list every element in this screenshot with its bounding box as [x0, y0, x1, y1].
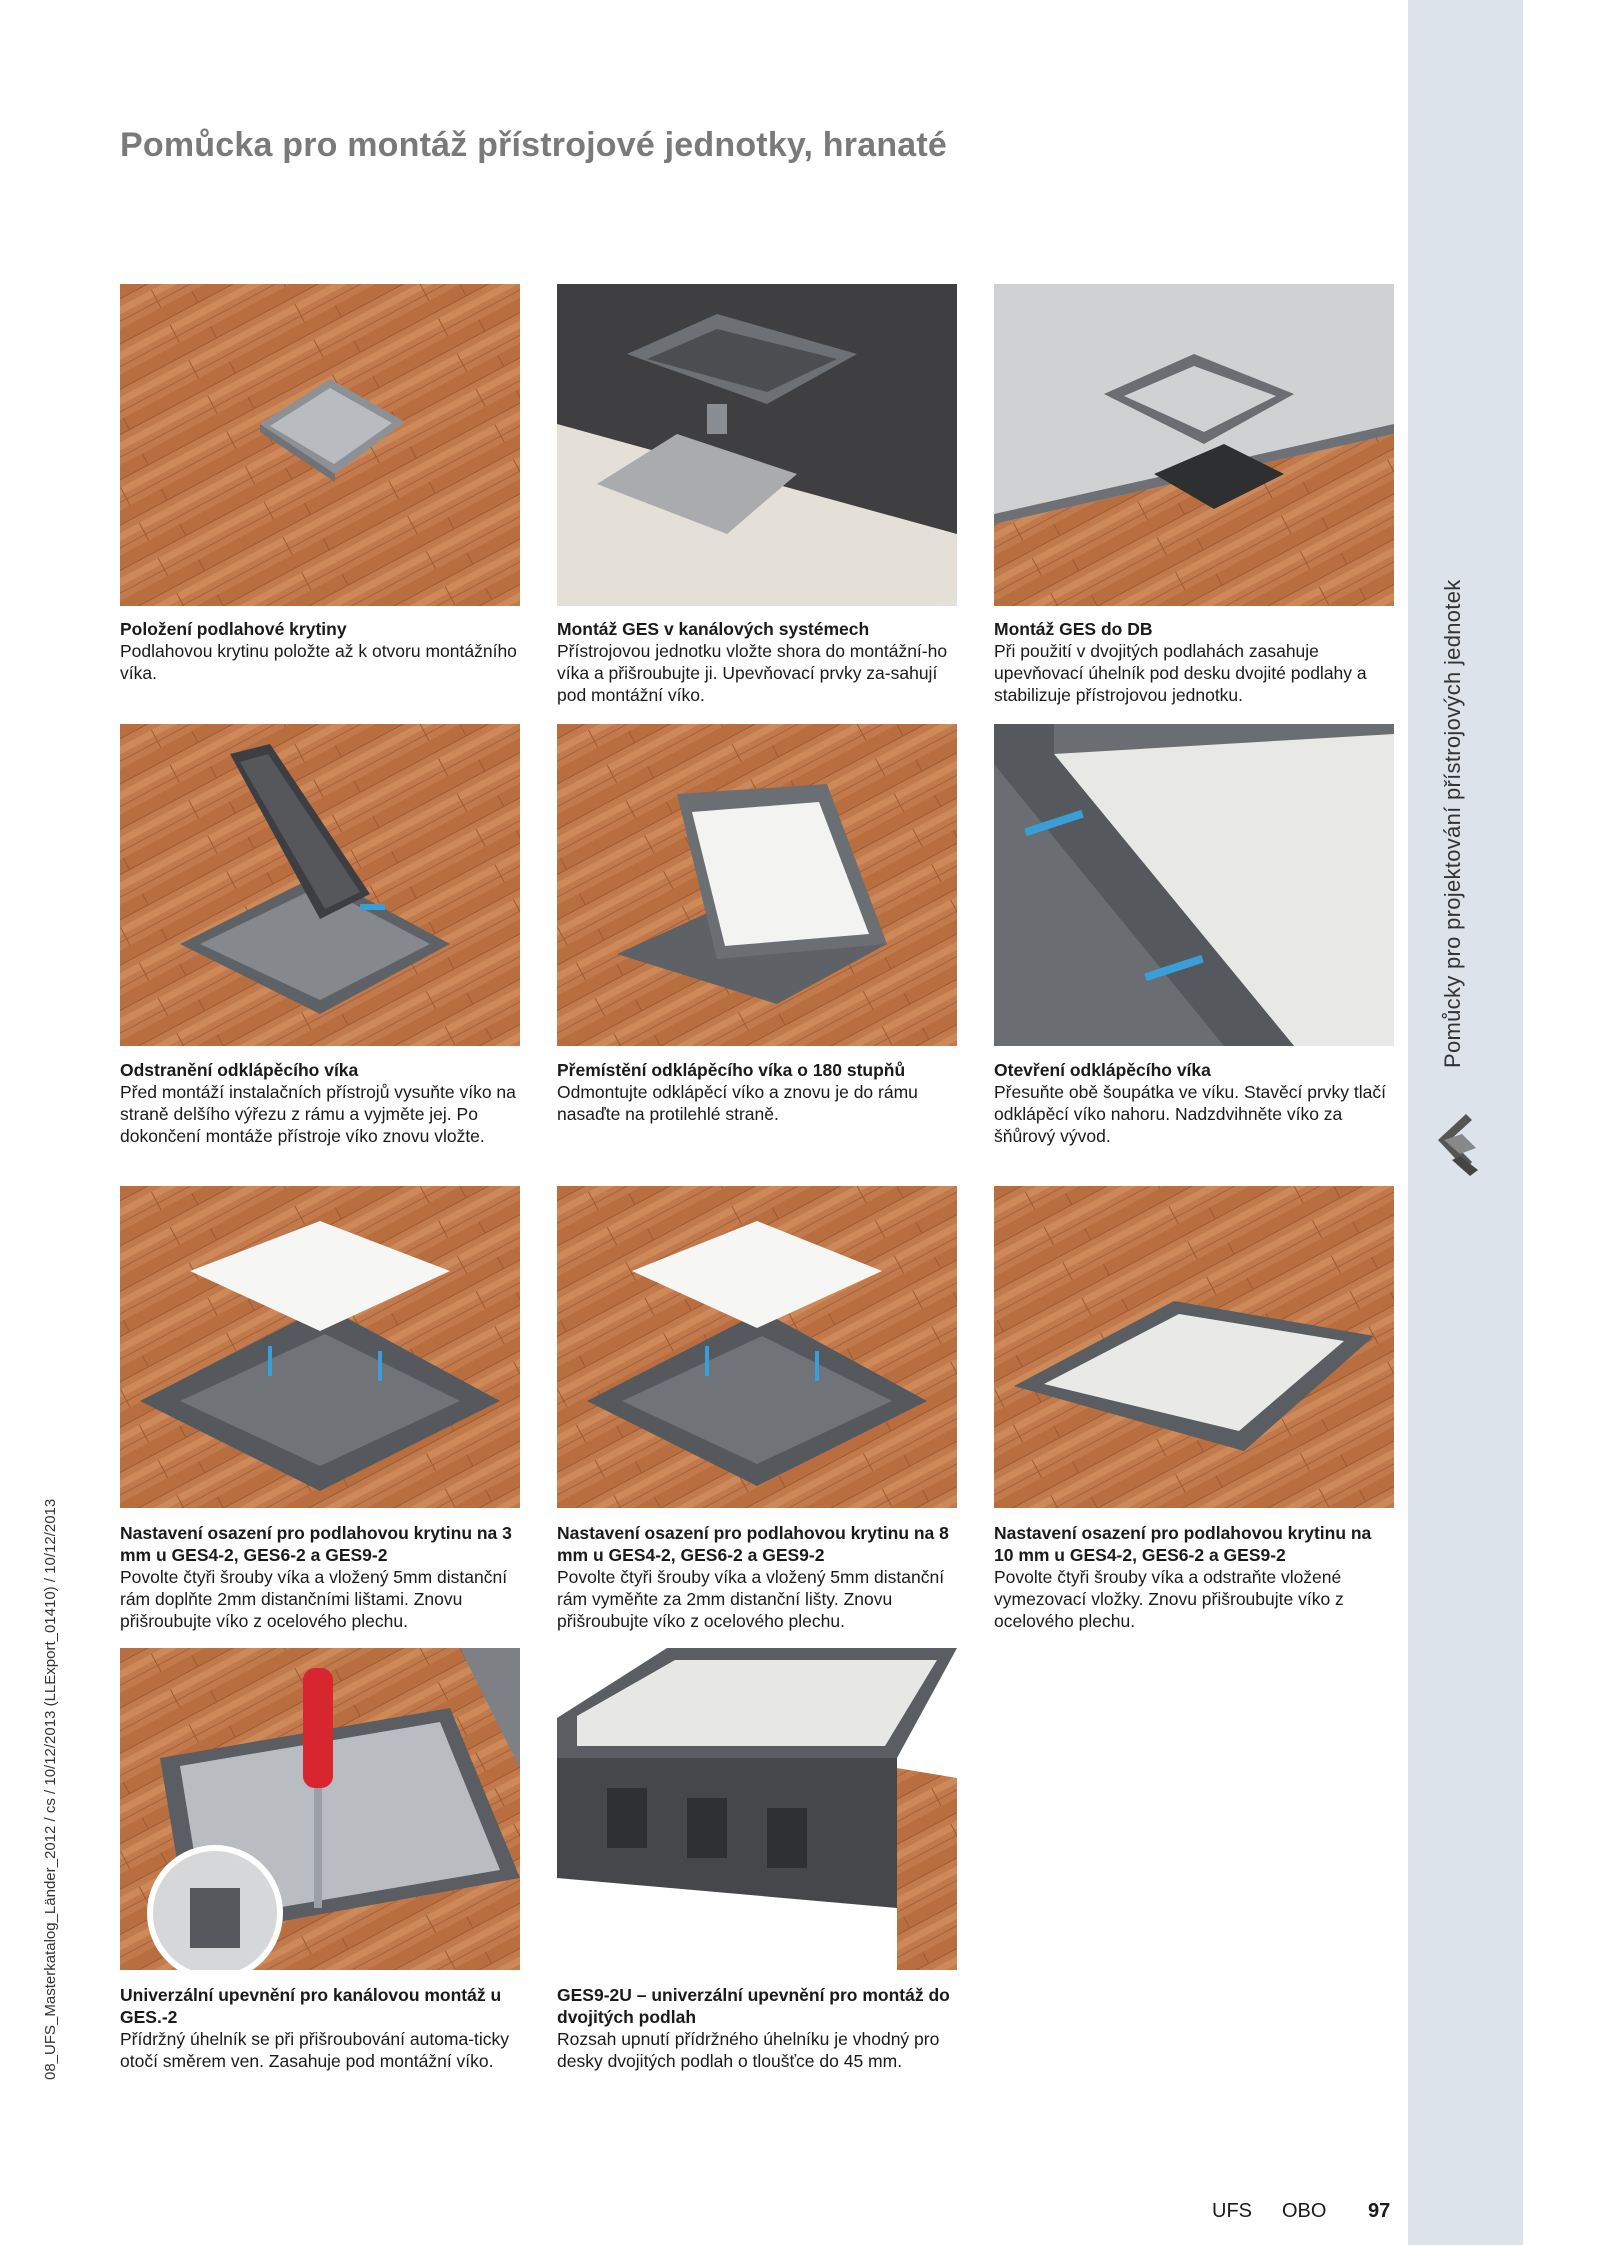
footer-company: OBO	[1282, 2200, 1327, 2222]
step-caption	[120, 1984, 520, 2072]
step-title: Montáž GES v kanálových systémech	[557, 619, 870, 639]
step-body: Podlahovou krytinu položte až k otvoru montážního víka.	[120, 641, 517, 683]
step-title: Univerzální upevnění pro kanálovou montáž u GES.-2	[120, 1985, 502, 2027]
step-body: Přídržný úhelník se při přišroubování automa-ticky otočí směrem ven. Zasahuje pod montážní víko.	[120, 2029, 510, 2071]
step-caption	[120, 618, 520, 684]
step-caption	[994, 1059, 1394, 1147]
step-title: Montáž GES do DB	[994, 619, 1153, 639]
photo-remove-lid	[120, 724, 520, 1046]
photo-8mm	[557, 1186, 957, 1508]
photo-floor-covering	[120, 284, 520, 606]
step-body: Přístrojovou jednotku vložte shora do montážní-ho víka a přišroubujte ji. Upevňovací prvky za-sahují pod montážní víko.	[557, 641, 948, 705]
step-caption	[120, 1522, 520, 1632]
step-caption	[557, 618, 957, 706]
step-title: Odstranění odklápěcího víka	[120, 1060, 359, 1080]
step-title: Nastavení osazení pro podlahovou krytinu na 3 mm u GES4-2, GES6-2 a GES9-2	[120, 1523, 512, 1565]
step-body: Povolte čtyři šrouby víka a odstraňte vložené vymezovací vložky. Znovu přišroubujte víko z ocelového plechu.	[994, 1567, 1344, 1631]
step-body: Přesuňte obě šoupátka ve víku. Stavěcí prvky tlačí odklápěcí víko nahoru. Nadzdvihněte víko za šňůrový vývod.	[994, 1082, 1387, 1146]
page-title: Pomůcka pro montáž přístrojové jednotky, hranaté	[120, 126, 948, 164]
photo-10mm	[994, 1186, 1394, 1508]
step-title: Přemístění odklápěcího víka o 180 stupňů	[557, 1060, 906, 1080]
photo-ges9-2u	[557, 1648, 957, 1970]
step-caption	[557, 1059, 957, 1125]
photo-3mm	[120, 1186, 520, 1508]
step-body: Povolte čtyři šrouby víka a vložený 5mm distanční rám doplňte 2mm distančními lištami. Znovu přišroubujte víko z ocelového plechu.	[120, 1567, 508, 1631]
photo-rotate-lid	[557, 724, 957, 1046]
obo-mounting-icon	[1432, 1100, 1482, 1190]
step-body: Povolte čtyři šrouby víka a vložený 5mm distanční rám vyměňte za 2mm distanční lišty. Znovu přišroubujte víko z ocelového plechu.	[557, 1567, 945, 1631]
step-title: GES9-2U – univerzální upevnění pro montáž do dvojitých podlah	[557, 1985, 950, 2027]
step-caption	[557, 1522, 957, 1632]
step-body: Při použití v dvojitých podlahách zasahuje upevňovací úhelník pod desku dvojité podlahy a stabilizuje přístrojovou jednotku.	[994, 641, 1367, 705]
photo-open-lid	[994, 724, 1394, 1046]
footer-brand: UFS	[1212, 2200, 1252, 2222]
photo-ges-channel	[557, 284, 957, 606]
step-caption	[120, 1059, 520, 1147]
step-body: Rozsah upnutí přídržného úhelníku je vhodný pro desky dvojitých podlah o tloušťce do 45 mm.	[557, 2029, 940, 2071]
step-caption	[994, 618, 1394, 706]
step-title: Položení podlahové krytiny	[120, 619, 347, 639]
photo-universal-channel	[120, 1648, 520, 1970]
step-body: Odmontujte odklápěcí víko a znovu je do rámu nasaďte na protilehlé straně.	[557, 1082, 918, 1124]
page-number: 97	[1368, 2200, 1391, 2222]
step-title: Nastavení osazení pro podlahovou krytinu na 8 mm u GES4-2, GES6-2 a GES9-2	[557, 1523, 949, 1565]
step-caption	[994, 1522, 1394, 1632]
step-caption	[557, 1984, 957, 2072]
step-title: Nastavení osazení pro podlahovou krytinu na 10 mm u GES4-2, GES6-2 a GES9-2	[994, 1523, 1372, 1565]
step-title: Otevření odklápěcího víka	[994, 1060, 1211, 1080]
photo-ges-db	[994, 284, 1394, 606]
step-body: Před montáží instalačních přístrojů vysuňte víko na straně delšího výřezu z rámu a vyjměte jej. Po dokončení montáže přístroje víko znovu vložte.	[120, 1082, 516, 1146]
